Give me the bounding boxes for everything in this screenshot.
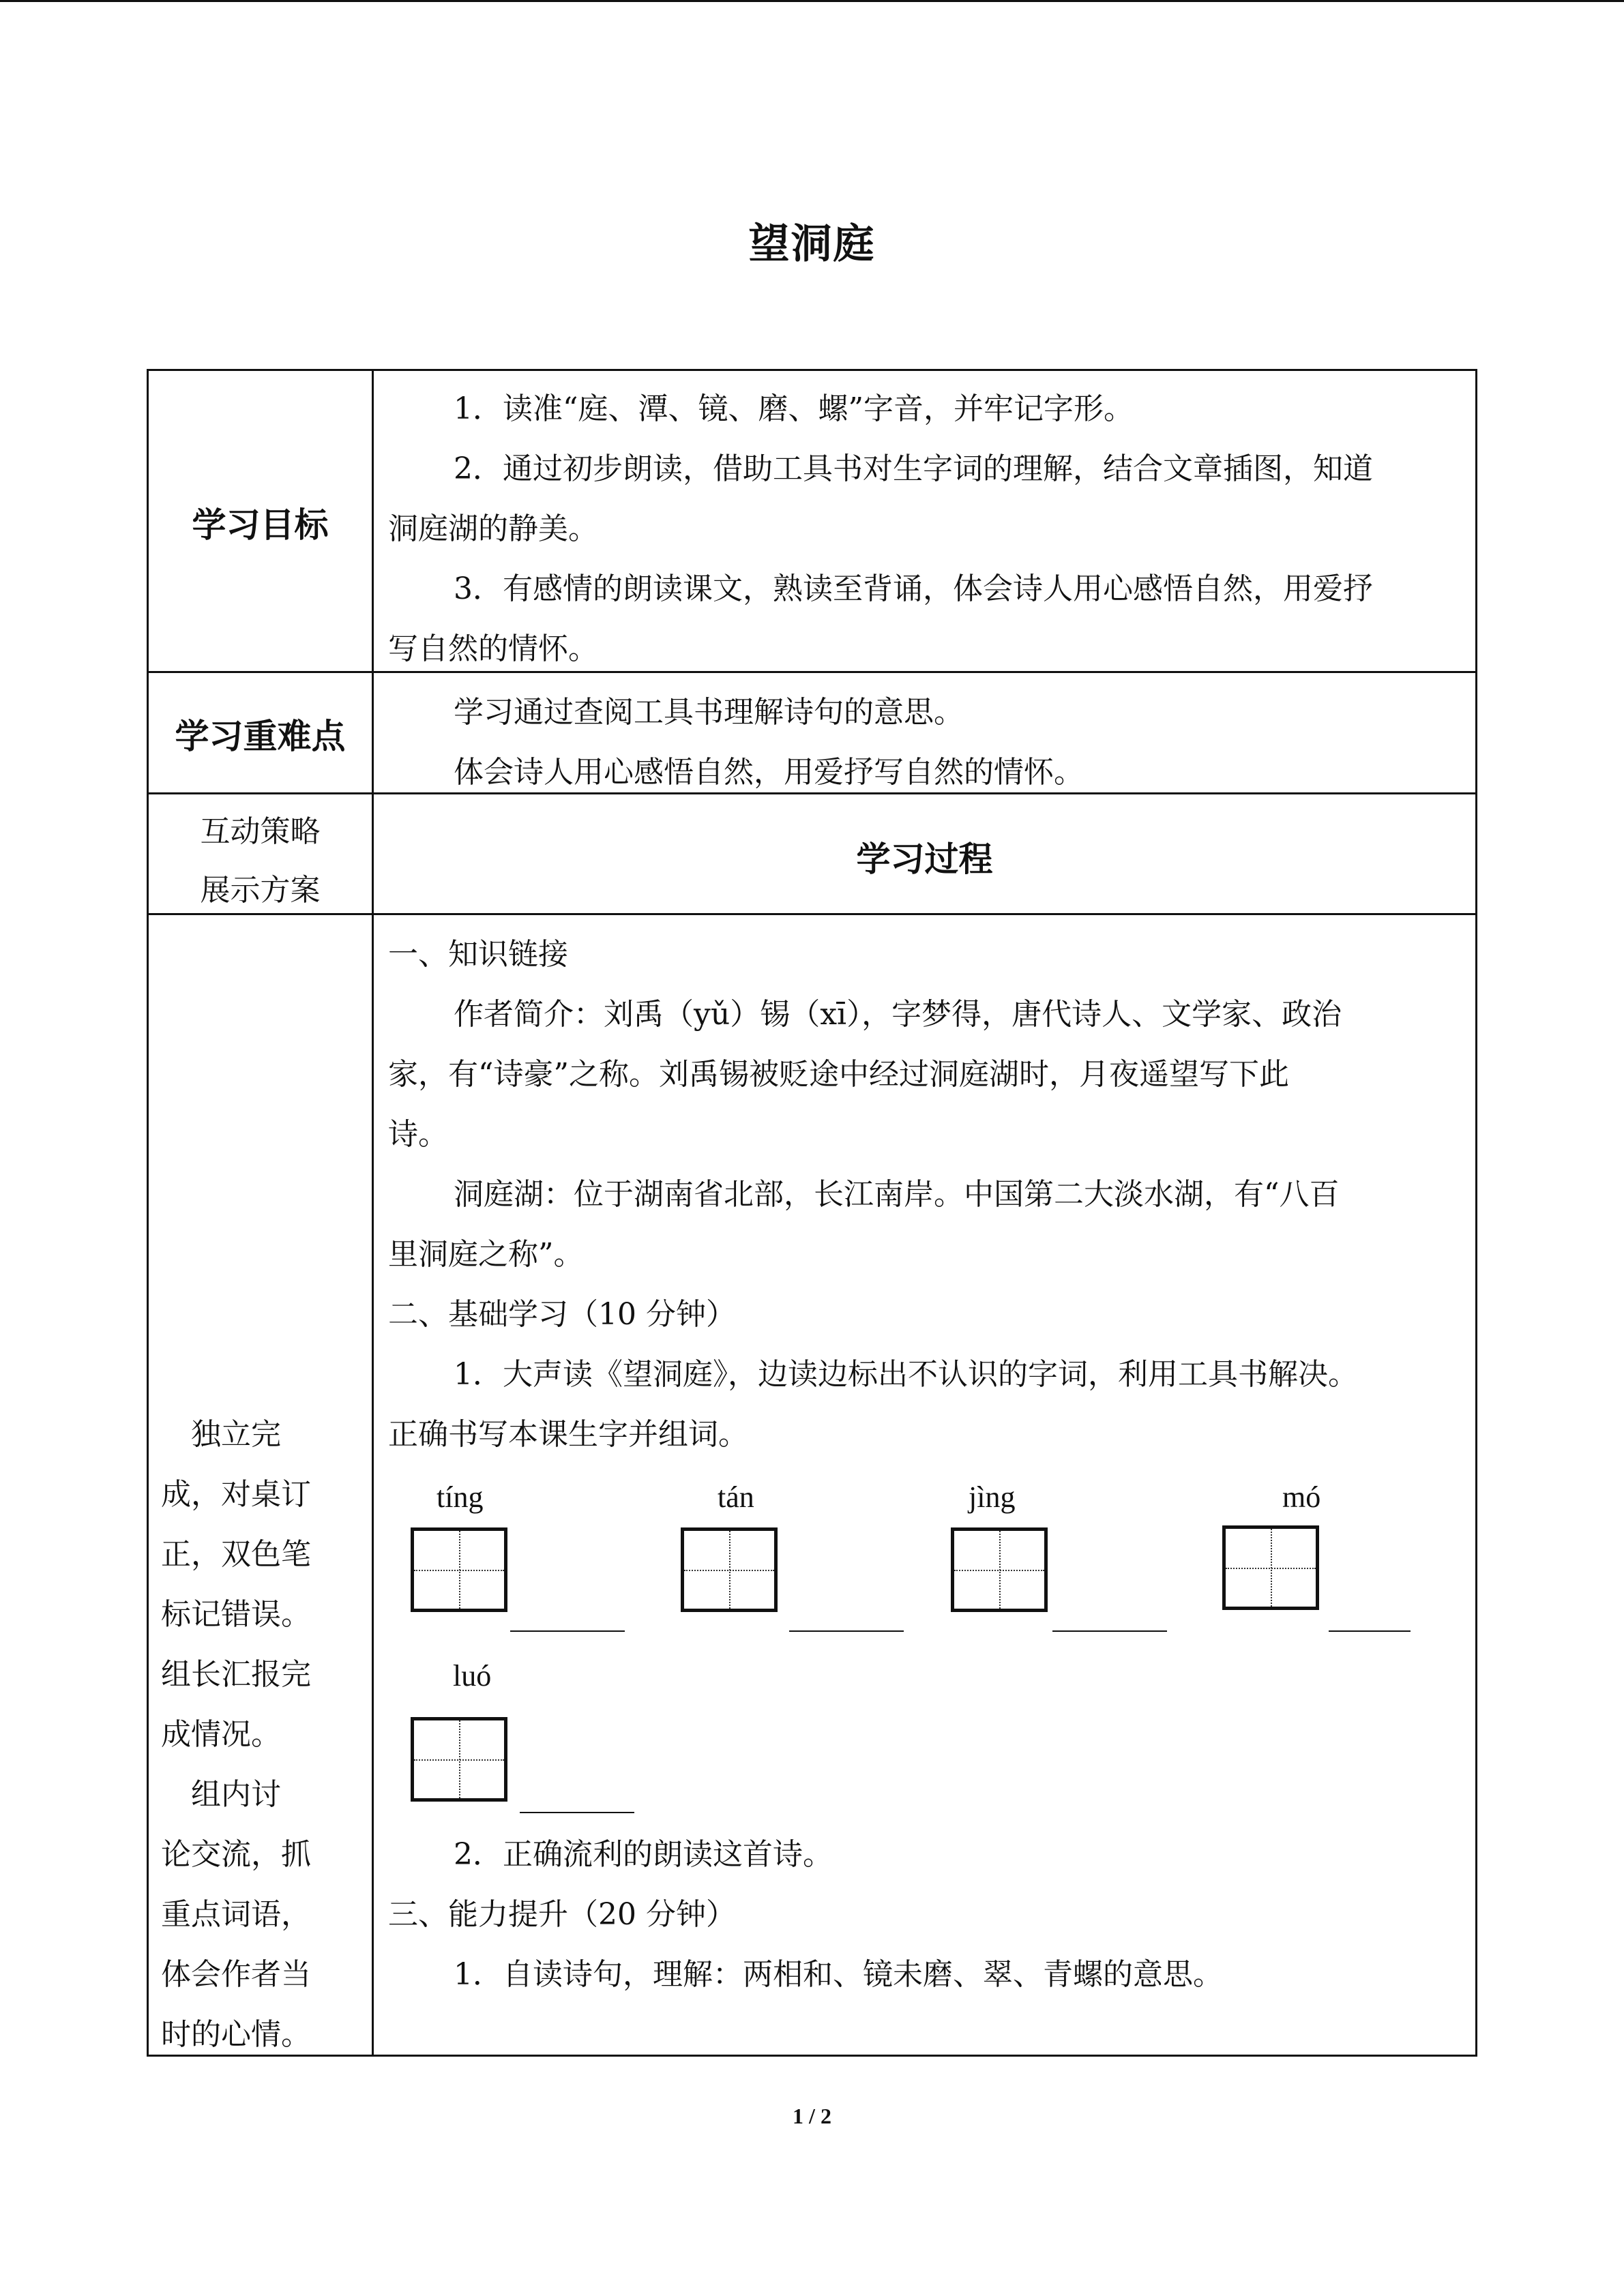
- task-1-line-2: 正确书写本课生字并组词。: [388, 1417, 748, 1452]
- writing-grid[interactable]: [951, 1527, 1048, 1612]
- writing-grid[interactable]: [411, 1527, 507, 1612]
- objective-2-line-2: 洞庭湖的静美。: [388, 511, 598, 546]
- pinyin-jing: jìng: [969, 1480, 1016, 1514]
- row-divider: [147, 671, 1477, 673]
- answer-blank[interactable]: [1052, 1630, 1167, 1632]
- note-line: 论交流，抓: [161, 1837, 311, 1872]
- note-line: 成，对桌订: [161, 1477, 311, 1512]
- strategy-label-2: 展示方案: [200, 873, 321, 908]
- page-number: 1 / 2: [793, 2104, 831, 2128]
- table-border-top: [147, 369, 1477, 371]
- answer-blank[interactable]: [520, 1812, 634, 1813]
- note-line: 组内讨: [161, 1777, 281, 1812]
- writing-grid[interactable]: [681, 1527, 778, 1612]
- section-knowledge: 一、知识链接: [388, 937, 568, 972]
- note-line: 组长汇报完: [161, 1657, 311, 1692]
- objective-1: 1．读准“庭、潭、镜、磨、螺”字音，并牢记字形。: [454, 391, 1134, 426]
- answer-blank[interactable]: [1329, 1630, 1411, 1632]
- table-border-right: [1475, 369, 1477, 2057]
- note-line: 重点词语，: [161, 1897, 311, 1932]
- note-line: 时的心情。: [161, 2017, 311, 2052]
- task-2: 2．正确流利的朗读这首诗。: [454, 1837, 833, 1872]
- section-basic: 二、基础学习（10 分钟）: [388, 1297, 736, 1332]
- lake-intro-2: 里洞庭之称”。: [388, 1237, 584, 1272]
- writing-grid[interactable]: [1222, 1525, 1319, 1610]
- pinyin-tan: tán: [718, 1480, 754, 1514]
- difficulties-label: 学习重难点: [175, 717, 346, 756]
- note-line: 成情况。: [161, 1717, 281, 1752]
- note-line: 标记错误。: [161, 1597, 311, 1632]
- writing-grid[interactable]: [411, 1717, 507, 1802]
- note-line: 体会作者当: [161, 1957, 311, 1992]
- pinyin-mo: mó: [1282, 1480, 1321, 1514]
- column-divider: [372, 369, 374, 2057]
- author-intro-3: 诗。: [388, 1117, 448, 1152]
- lake-intro-1: 洞庭湖：位于湖南省北部，长江南岸。中国第二大淡水湖，有“八百: [454, 1177, 1340, 1212]
- objective-3-line-1: 3．有感情的朗读课文，熟读至背诵，体会诗人用心感悟自然，用爱抒: [454, 571, 1373, 606]
- objective-2-line-1: 2．通过初步朗读，借助工具书对生字词的理解，结合文章插图，知道: [454, 451, 1373, 486]
- objective-3-line-2: 写自然的情怀。: [388, 631, 598, 666]
- top-border: [0, 0, 1624, 2]
- section-ability: 三、能力提升（20 分钟）: [388, 1897, 736, 1932]
- answer-blank[interactable]: [510, 1630, 625, 1632]
- note-line: 独立完: [161, 1417, 281, 1452]
- pinyin-luo: luó: [453, 1659, 492, 1693]
- author-intro-2: 家，有“诗豪”之称。刘禹锡被贬途中经过洞庭湖时，月夜遥望写下此: [388, 1057, 1289, 1092]
- page-title: 望洞庭: [748, 220, 876, 268]
- table-border-left: [147, 369, 149, 2057]
- strategy-label-1: 互动策略: [200, 814, 321, 849]
- pinyin-ting: tíng: [437, 1480, 484, 1514]
- process-label: 学习过程: [856, 839, 993, 879]
- sidebar-notes: [161, 1405, 366, 2065]
- difficulty-2: 体会诗人用心感悟自然，用爱抒写自然的情怀。: [454, 755, 1084, 790]
- task-1-line-1: 1．大声读《望洞庭》，边读边标出不认识的字词，利用工具书解决。: [454, 1357, 1358, 1392]
- objectives-label: 学习目标: [192, 505, 329, 545]
- answer-blank[interactable]: [789, 1630, 904, 1632]
- author-intro-1: 作者简介：刘禹（yǔ）锡（xī），字梦得，唐代诗人、文学家、政治: [454, 997, 1342, 1032]
- note-line: 正，双色笔: [161, 1537, 311, 1572]
- difficulty-1: 学习通过查阅工具书理解诗句的意思。: [454, 695, 964, 730]
- task-3: 1．自读诗句，理解：两相和、镜未磨、翠、青螺的意思。: [454, 1957, 1223, 1992]
